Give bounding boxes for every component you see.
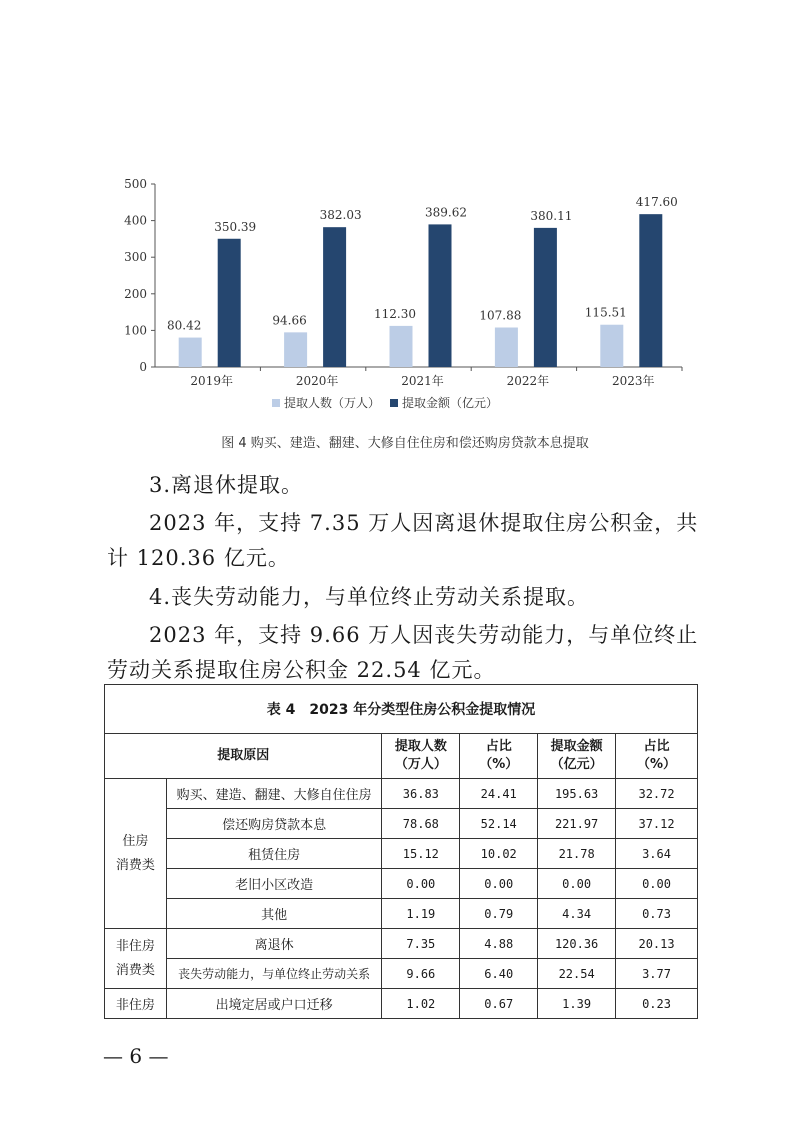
row-people: 0.00: [382, 869, 460, 899]
row-ratio-amount: 0.23: [616, 989, 698, 1019]
row-ratio-amount: 0.73: [616, 899, 698, 929]
row-people: 7.35: [382, 929, 460, 959]
row-people: 36.83: [382, 779, 460, 809]
group-non-housing: 非住房 消费类: [105, 929, 167, 989]
row-ratio-amount: 3.64: [616, 839, 698, 869]
chart-caption: 图 4 购买、建造、翻建、大修自住住房和偿还购房贷款本息提取: [221, 436, 589, 451]
section-4-heading: 4.丧失劳动能力，与单位终止劳动关系提取。: [149, 585, 590, 609]
y-tick-label: 0: [139, 360, 147, 374]
header-ratio-people: 占比 （%）: [460, 734, 538, 779]
data-label: 115.51: [584, 305, 627, 320]
data-label: 382.03: [319, 208, 362, 223]
x-tick-label: 2019年: [190, 374, 233, 388]
row-people: 1.19: [382, 899, 460, 929]
row-ratio-people: 0.79: [460, 899, 538, 929]
row-reason: 偿还购房贷款本息: [166, 809, 382, 839]
header-ratio-amount: 占比 （%）: [616, 734, 698, 779]
x-tick-label: 2020年: [295, 374, 339, 388]
header-amount: 提取金额 （亿元）: [538, 734, 616, 779]
bar-amount: [429, 224, 452, 367]
data-label: 389.62: [425, 205, 467, 220]
row-amount: 21.78: [538, 839, 616, 869]
row-amount: 1.39: [538, 989, 616, 1019]
row-reason: 丧失劳动能力，与单位终止劳动关系: [166, 959, 382, 989]
row-ratio-people: 52.14: [460, 809, 538, 839]
bar-amount: [218, 239, 241, 367]
table-row: [105, 779, 698, 809]
row-amount: 195.63: [538, 779, 616, 809]
section-3-body: 2023 年，支持 7.35 万人因离退休提取住房公积金，共计 120.36 亿元。: [107, 511, 699, 570]
x-tick-label: 2023年: [612, 374, 655, 388]
legend-label: 提取金额（亿元）: [402, 396, 499, 410]
group-housing: 住房 消费类: [105, 779, 167, 929]
row-amount: 4.34: [538, 899, 616, 929]
row-reason: 出境定居或户口迁移: [166, 989, 382, 1019]
table-row: [105, 869, 698, 899]
bar-chart: [110, 170, 700, 455]
table-row: [105, 959, 698, 989]
row-people: 9.66: [382, 959, 460, 989]
group-other: 非住房: [105, 989, 167, 1019]
data-label: 94.66: [272, 313, 307, 328]
row-ratio-people: 0.00: [460, 869, 538, 899]
row-people: 78.68: [382, 809, 460, 839]
y-tick-label: 100: [124, 323, 147, 338]
y-tick-label: 300: [124, 250, 147, 265]
row-people: 15.12: [382, 839, 460, 869]
header-people: 提取人数 （万人）: [382, 734, 460, 779]
row-reason: 租赁住房: [166, 839, 382, 869]
legend-swatch: [390, 399, 398, 407]
row-ratio-amount: 32.72: [616, 779, 698, 809]
bar-people: [179, 338, 202, 367]
row-ratio-amount: 37.12: [616, 809, 698, 839]
withdrawal-table: [104, 684, 698, 1019]
row-ratio-amount: 20.13: [616, 929, 698, 959]
x-tick-label: 2022年: [506, 374, 550, 388]
bar-amount: [534, 228, 557, 367]
row-ratio-amount: 0.00: [616, 869, 698, 899]
row-ratio-people: 4.88: [460, 929, 538, 959]
data-label: 417.60: [635, 195, 678, 210]
bar-people: [284, 332, 307, 367]
bar-people: [600, 325, 623, 367]
y-tick-label: 200: [124, 286, 147, 301]
table-row: [105, 839, 698, 869]
row-amount: 120.36: [538, 929, 616, 959]
data-label: 380.11: [530, 208, 573, 223]
data-label: 350.39: [214, 219, 257, 234]
table-row: [105, 989, 698, 1019]
data-label: 107.88: [479, 308, 522, 323]
legend-swatch: [272, 399, 280, 407]
row-ratio-people: 6.40: [460, 959, 538, 989]
row-reason: 离退休: [166, 929, 382, 959]
row-ratio-people: 10.02: [460, 839, 538, 869]
table-row: [105, 899, 698, 929]
row-reason: 老旧小区改造: [166, 869, 382, 899]
row-amount: 22.54: [538, 959, 616, 989]
row-reason: 购买、建造、翻建、大修自住住房: [166, 779, 382, 809]
row-amount: 0.00: [538, 869, 616, 899]
table-title: 表 4 2023 年分类型住房公积金提取情况: [105, 685, 698, 734]
row-ratio-amount: 3.77: [616, 959, 698, 989]
bar-people: [390, 326, 413, 367]
bar-people: [495, 328, 518, 367]
table-row: [105, 929, 698, 959]
table-row: [105, 809, 698, 839]
data-label: 80.42: [167, 318, 202, 333]
y-tick-label: 400: [124, 213, 147, 228]
header-reason: 提取原因: [105, 734, 382, 779]
row-people: 1.02: [382, 989, 460, 1019]
bar-amount: [639, 214, 662, 367]
row-ratio-people: 0.67: [460, 989, 538, 1019]
row-reason: 其他: [166, 899, 382, 929]
section-3-heading: 3.离退休提取。: [149, 473, 304, 497]
section-4-body: 2023 年，支持 9.66 万人因丧失劳动能力，与单位终止劳动关系提取住房公积金 22.54 亿元。: [107, 623, 699, 682]
page-number: — 6 —: [103, 1044, 169, 1068]
data-label: 112.30: [374, 306, 416, 321]
chart-canvas: [110, 170, 700, 430]
table-header-row: [105, 734, 698, 779]
x-tick-label: 2021年: [401, 374, 444, 388]
legend-label: 提取人数（万人）: [284, 396, 381, 410]
bar-amount: [323, 227, 346, 367]
y-tick-label: 500: [124, 177, 147, 191]
row-ratio-people: 24.41: [460, 779, 538, 809]
row-amount: 221.97: [538, 809, 616, 839]
